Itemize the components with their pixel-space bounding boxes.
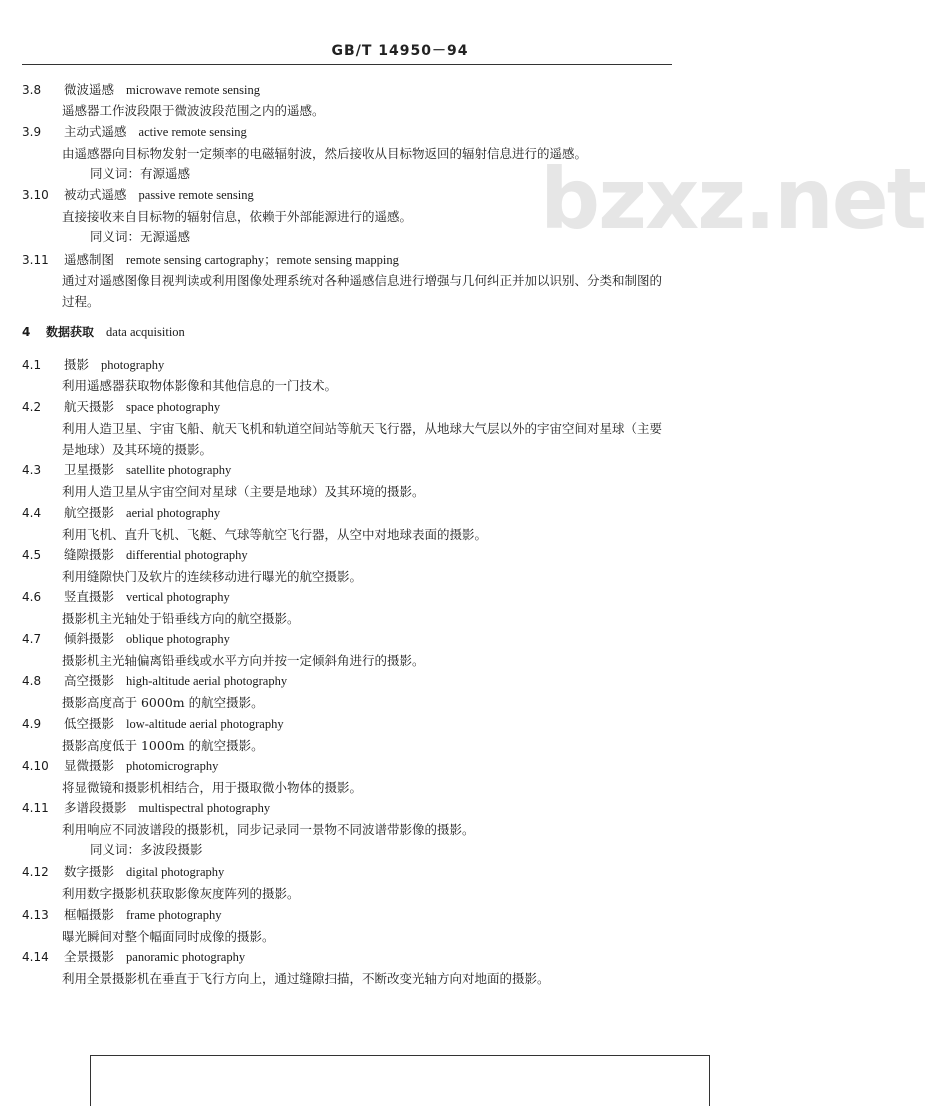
- term-heading: [22, 862, 224, 882]
- term-chinese: 多谱段摄影: [64, 800, 127, 815]
- term-definition: 遥感器工作波段限于微波波段范围之内的遥感。: [62, 103, 325, 118]
- term-heading: [22, 756, 218, 776]
- term-english: vertical photography: [126, 590, 230, 604]
- term-chinese: 倾斜摄影: [64, 631, 115, 646]
- term-chinese: 竖直摄影: [64, 589, 115, 604]
- term-heading: [22, 250, 399, 270]
- term-english: frame photography: [126, 908, 222, 922]
- term-english: passive remote sensing: [138, 188, 254, 202]
- term-english: multispectral photography: [138, 801, 271, 815]
- term-definition: 利用人造卫星、宇宙飞船、航天飞机和轨道空间站等航天飞行器，从地球大气层以外的宇宙空间对星球（主要是地球）及其环境的摄影。: [62, 421, 663, 457]
- header-rule: [22, 64, 672, 65]
- term-heading: [22, 355, 164, 375]
- term-definition: 通过对遥感图像目视判读或利用图像处理系统对各种遥感信息进行增强与几何纠正并加以识别、分类和制图的过程。: [62, 273, 663, 309]
- term-english: digital photography: [126, 865, 225, 879]
- term-heading: [22, 460, 231, 480]
- term-chinese: 摄影: [64, 357, 90, 372]
- term-number: 4.4: [22, 506, 42, 520]
- term-chinese: 航天摄影: [64, 399, 115, 414]
- term-heading: [22, 545, 248, 565]
- term-chinese: 全景摄影: [64, 949, 115, 964]
- term-definition: 摄影高度高于 6000m 的航空摄影。: [62, 695, 264, 710]
- term-definition: 曝光瞬间对整个幅面同时成像的摄影。: [62, 929, 275, 944]
- term-heading: [22, 671, 287, 691]
- term-english: active remote sensing: [138, 125, 247, 139]
- term-english: differential photography: [126, 548, 248, 562]
- term-number: 4: [22, 325, 31, 339]
- term-heading: [22, 397, 220, 417]
- term-chinese: 框幅摄影: [64, 907, 115, 922]
- term-chinese: 微波遥感: [64, 82, 115, 97]
- term-chinese: 主动式遥感: [64, 124, 127, 139]
- term-definition: 利用全景摄影机在垂直于飞行方向上，通过缝隙扫描，不断改变光轴方向对地面的摄影。: [62, 971, 550, 986]
- term-english: panoramic photography: [126, 950, 246, 964]
- term-number: 4.2: [22, 400, 42, 414]
- term-number: 4.14: [22, 950, 49, 964]
- term-chinese: 缝隙摄影: [64, 547, 115, 562]
- term-number: 4.11: [22, 801, 49, 815]
- term-definition: 利用数字摄影机获取影像灰度阵列的摄影。: [62, 886, 300, 901]
- term-english: high-altitude aerial photography: [126, 674, 288, 688]
- term-english: space photography: [126, 400, 221, 414]
- term-heading: [22, 122, 247, 142]
- watermark: bzxz.net: [540, 150, 925, 248]
- footer-box: [90, 1055, 710, 1106]
- term-chinese: 航空摄影: [64, 505, 115, 520]
- term-number: 4.10: [22, 759, 49, 773]
- term-definition: 利用缝隙快门及软片的连续移动进行曝光的航空摄影。: [62, 569, 363, 584]
- standard-header: GB/T 14950－94: [331, 43, 469, 59]
- term-number: 4.8: [22, 674, 42, 688]
- term-definition: 摄影机主光轴处于铅垂线方向的航空摄影。: [62, 611, 300, 626]
- term-number: 4.9: [22, 717, 42, 731]
- term-heading: [22, 80, 260, 100]
- term-number: 4.5: [22, 548, 42, 562]
- term-english: remote sensing cartography；remote sensing mapping: [126, 253, 399, 267]
- term-definition: 利用遥感器获取物体影像和其他信息的一门技术。: [62, 378, 338, 393]
- term-synonym: 同义词：无源遥感: [90, 229, 191, 244]
- term-number: 3.11: [22, 253, 49, 267]
- term-chinese: 被动式遥感: [64, 187, 127, 202]
- term-english: aerial photography: [126, 506, 221, 520]
- term-chinese: 数字摄影: [64, 864, 115, 879]
- section-heading: [22, 322, 185, 342]
- term-heading: [22, 503, 220, 523]
- term-english: photography: [101, 358, 165, 372]
- term-definition: 摄影高度低于 1000m 的航空摄影。: [62, 738, 264, 753]
- term-definition: 直接接收来自目标物的辐射信息，依赖于外部能源进行的遥感。: [62, 209, 413, 224]
- term-number: 3.9: [22, 125, 42, 139]
- term-english: low-altitude aerial photography: [126, 717, 284, 731]
- term-heading: [22, 798, 270, 818]
- term-number: 4.6: [22, 590, 42, 604]
- term-chinese: 低空摄影: [64, 716, 115, 731]
- term-number: 4.7: [22, 632, 42, 646]
- term-heading: [22, 629, 230, 649]
- term-definition: 由遥感器向目标物发射一定频率的电磁辐射波，然后接收从目标物返回的辐射信息进行的遥感。: [62, 146, 588, 161]
- term-number: 4.1: [22, 358, 42, 372]
- term-english: microwave remote sensing: [126, 83, 260, 97]
- term-english: data acquisition: [106, 325, 185, 339]
- term-english: satellite photography: [126, 463, 232, 477]
- term-heading: [22, 947, 245, 967]
- term-english: oblique photography: [126, 632, 230, 646]
- term-definition: 利用人造卫星从宇宙空间对星球（主要是地球）及其环境的摄影。: [62, 484, 425, 499]
- term-number: 4.12: [22, 865, 49, 879]
- term-definition: 利用响应不同波谱段的摄影机，同步记录同一景物不同波谱带影像的摄影。: [62, 822, 475, 837]
- term-chinese: 卫星摄影: [64, 462, 115, 477]
- term-heading: [22, 185, 254, 205]
- term-definition: 利用飞机、直升飞机、飞艇、气球等航空飞行器，从空中对地球表面的摄影。: [62, 527, 488, 542]
- term-number: 4.3: [22, 463, 42, 477]
- term-synonym: 同义词：有源遥感: [90, 166, 191, 181]
- term-definition: 摄影机主光轴偏离铅垂线或水平方向并按一定倾斜角进行的摄影。: [62, 653, 425, 668]
- term-heading: [22, 714, 284, 734]
- term-heading: [22, 905, 221, 925]
- term-chinese: 数据获取: [46, 325, 95, 339]
- term-number: 3.8: [22, 83, 42, 97]
- term-chinese: 遥感制图: [64, 252, 115, 267]
- term-definition: 将显微镜和摄影机相结合，用于摄取微小物体的摄影。: [62, 780, 363, 795]
- term-heading: [22, 587, 230, 607]
- term-number: 4.13: [22, 908, 49, 922]
- term-chinese: 显微摄影: [64, 758, 115, 773]
- term-english: photomicrography: [126, 759, 219, 773]
- term-chinese: 高空摄影: [64, 673, 115, 688]
- term-synonym: 同义词：多波段摄影: [90, 842, 203, 857]
- term-number: 3.10: [22, 188, 49, 202]
